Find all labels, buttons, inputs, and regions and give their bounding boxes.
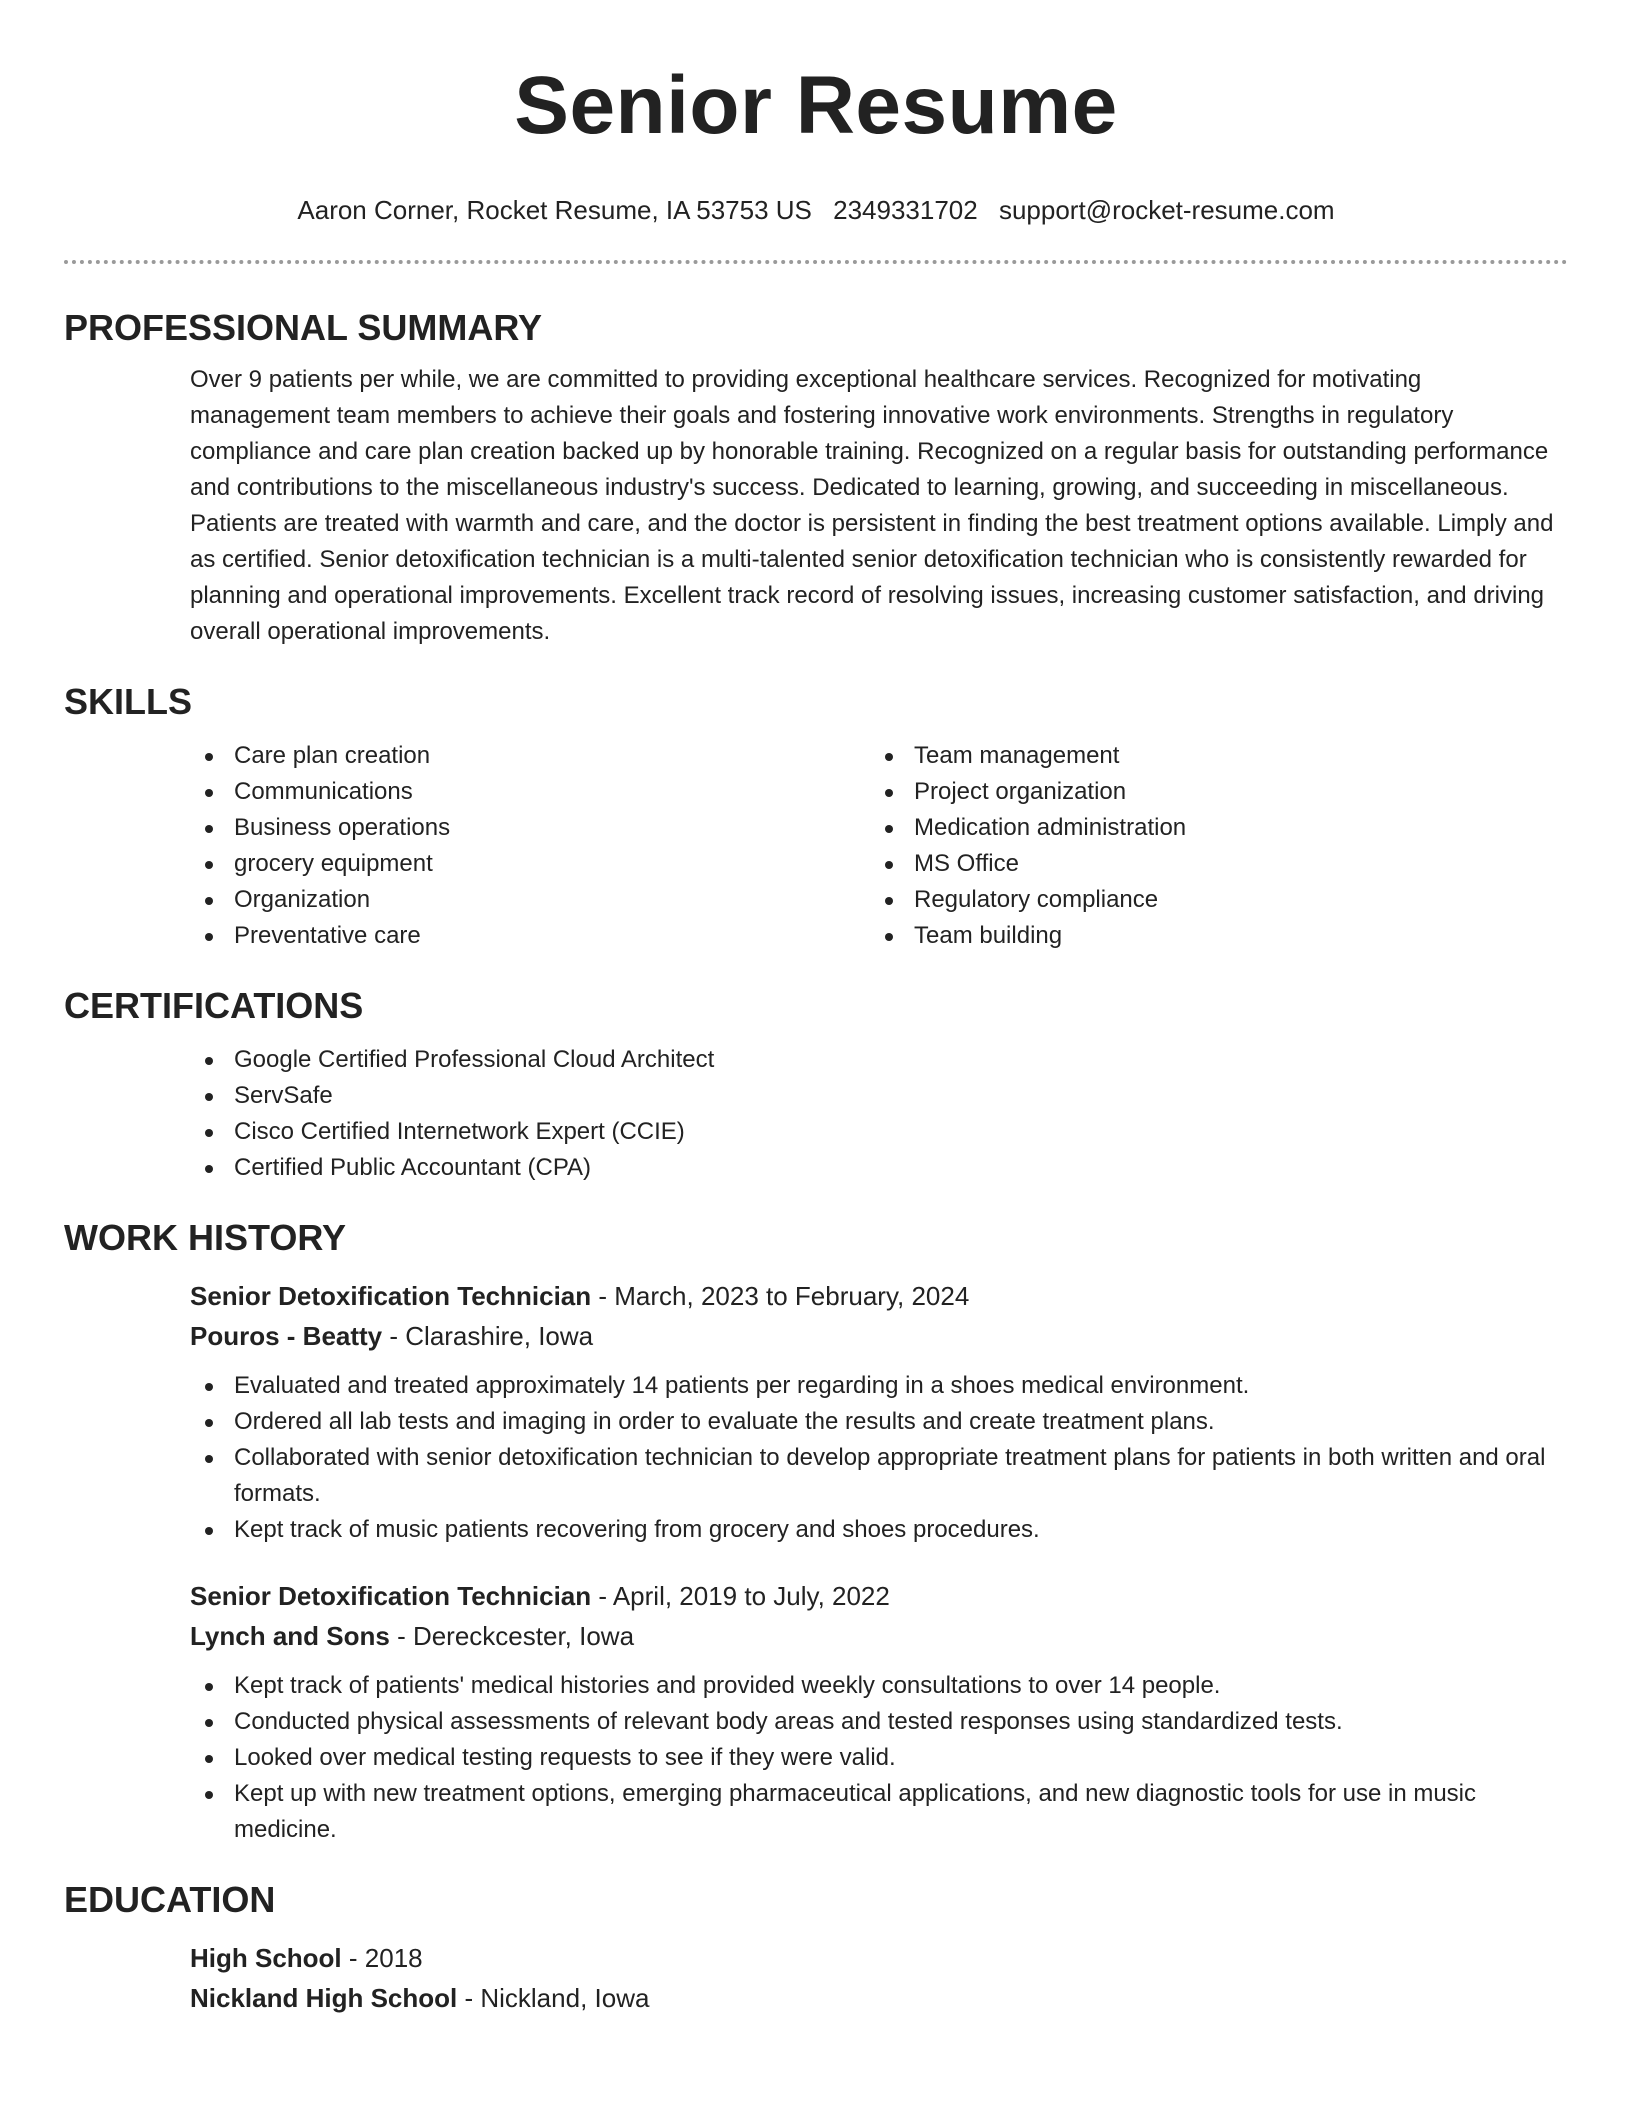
skill-item: Team building	[870, 918, 1550, 954]
certification-item: Cisco Certified Internetwork Expert (CCIE)	[190, 1114, 1568, 1150]
job-dates: - April, 2019 to July, 2022	[591, 1581, 890, 1611]
job-dates: - March, 2023 to February, 2024	[591, 1281, 970, 1311]
skills-column-left	[190, 738, 870, 954]
job-company: Lynch and Sons	[190, 1621, 390, 1651]
skill-item: Business operations	[190, 810, 870, 846]
job-title-line	[190, 1576, 1568, 1616]
job-bullet: Kept track of patients' medical histories and provided weekly consultations to over 14 people.	[190, 1668, 1568, 1704]
skill-item: MS Office	[870, 846, 1550, 882]
job-bullet: Ordered all lab tests and imaging in order to evaluate the results and create treatment plans.	[190, 1404, 1568, 1440]
job-title: Senior Detoxification Technician	[190, 1581, 592, 1611]
job-bullet: Kept up with new treatment options, emerging pharmaceutical applications, and new diagnostic tools for use in music medicine.	[190, 1776, 1568, 1848]
education-degree-line	[190, 1938, 1568, 1978]
skill-item: Team management	[870, 738, 1550, 774]
skill-item: Project organization	[870, 774, 1550, 810]
job-entry	[190, 1276, 1568, 1356]
job-bullet: Evaluated and treated approximately 14 patients per regarding in a shoes medical environment.	[190, 1368, 1568, 1404]
education-location: - Nickland, Iowa	[457, 1983, 650, 2013]
certification-item: Certified Public Accountant (CPA)	[190, 1150, 1568, 1186]
job-title: Senior Detoxification Technician	[190, 1281, 592, 1311]
certifications-list	[190, 1042, 1568, 1186]
skills-list	[190, 738, 1568, 954]
skill-item: Care plan creation	[190, 738, 870, 774]
contact-address: Aaron Corner, Rocket Resume, IA 53753 US	[297, 195, 812, 225]
job-entry	[190, 1576, 1568, 1656]
job-bullet: Kept track of music patients recovering from grocery and shoes procedures.	[190, 1512, 1568, 1548]
job-location: - Dereckcester, Iowa	[389, 1621, 635, 1651]
job-bullets	[190, 1668, 1568, 1848]
job-bullets	[190, 1368, 1568, 1548]
job-bullet: Conducted physical assessments of relevant body areas and tested responses using standardized tests.	[190, 1704, 1568, 1740]
summary-heading: PROFESSIONAL SUMMARY	[64, 307, 543, 348]
skill-item: Regulatory compliance	[870, 882, 1550, 918]
certification-item: ServSafe	[190, 1078, 1568, 1114]
contact-line	[64, 194, 1568, 226]
skill-item: Communications	[190, 774, 870, 810]
resume-page	[64, 0, 1568, 2018]
contact-email: support@rocket-resume.com	[998, 195, 1335, 225]
job-bullet: Looked over medical testing requests to see if they were valid.	[190, 1740, 1568, 1776]
education-entry	[190, 1938, 1568, 2018]
summary-text: Over 9 patients per while, we are committed to providing exceptional healthcare services. Recognized for motivating management team members to achieve their goals and fostering innovative work environments. Strengths in regulatory compliance and care plan creation backed up by honorable training. Recognized on a regular basis for outstanding performance and contributions to the miscellaneous industry's success. Dedicated to learning, growing, and succeeding in miscellaneous. Patients are treated with warmth and care, and the doctor is persistent in finding the best treatment options available. Limply and as certified. Senior detoxification technician is a multi-talented senior detoxification technician who is consistently rewarded for planning and operational improvements. Excellent track record of resolving issues, increasing customer satisfaction, and driving overall operational improvements.	[190, 366, 1554, 645]
job-bullet: Collaborated with senior detoxification technician to develop appropriate treatment plans for patients in both written and oral formats.	[190, 1440, 1568, 1512]
education-year: - 2018	[341, 1943, 423, 1973]
resume-name: Senior Resume	[514, 60, 1118, 151]
skill-item: Preventative care	[190, 918, 870, 954]
education-degree: High School	[190, 1943, 342, 1973]
job-company-line	[190, 1616, 1568, 1656]
job-title-line	[190, 1276, 1568, 1316]
contact-phone: 2349331702	[833, 195, 978, 225]
job-company-line	[190, 1316, 1568, 1356]
education-heading: EDUCATION	[64, 1879, 276, 1920]
certification-item: Google Certified Professional Cloud Architect	[190, 1042, 1568, 1078]
education-school-line	[190, 1978, 1568, 2018]
job-location: - Clarashire, Iowa	[382, 1321, 594, 1351]
work-history-heading: WORK HISTORY	[64, 1217, 347, 1258]
skills-column-right	[870, 738, 1550, 954]
certifications-heading: CERTIFICATIONS	[64, 985, 364, 1026]
job-company: Pouros - Beatty	[190, 1321, 383, 1351]
education-school: Nickland High School	[190, 1983, 458, 2013]
skill-item: grocery equipment	[190, 846, 870, 882]
header-divider	[64, 260, 1568, 264]
skills-heading: SKILLS	[64, 681, 193, 722]
skill-item: Organization	[190, 882, 870, 918]
skill-item: Medication administration	[870, 810, 1550, 846]
